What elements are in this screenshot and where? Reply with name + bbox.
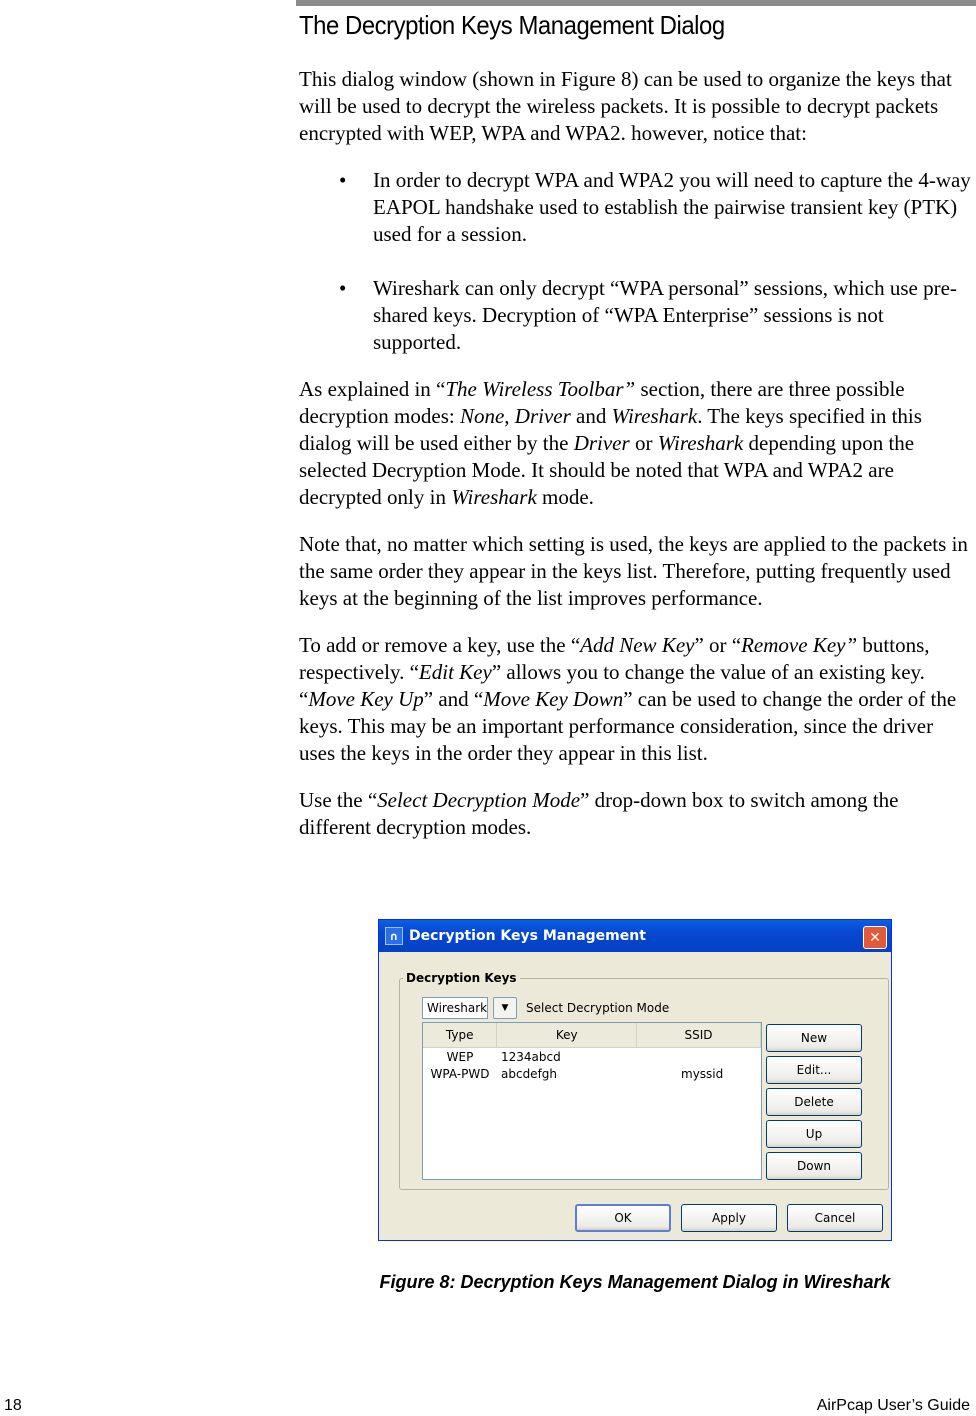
wireshark-fin-icon: ∩ <box>385 927 403 945</box>
edit-key-button[interactable]: Edit... <box>766 1056 862 1084</box>
mode-paragraph: Use the “Select Decryption Mode” drop-down box to switch among the different decryption modes. <box>299 788 899 839</box>
close-icon[interactable]: ✕ <box>863 926 887 949</box>
decryption-keys-dialog <box>378 919 892 1241</box>
header-rule <box>296 0 976 6</box>
modes-paragraph: As explained in “The Wireless Toolbar” section, there are three possible decryption modes: None, Driver and Wireshark. The keys specified in this dialog will be used either by the Driver or Wireshark depending upon the selected Decryption Mode. It should be noted that WPA and WPA2 are decrypted only in Wireshark mode. <box>299 377 922 509</box>
column-header-ssid[interactable]: SSID <box>637 1023 761 1047</box>
list-item: • Wireshark can only decrypt “WPA personal” sessions, which use pre-shared keys. Decryption of “WPA Enterprise” sessions is not supported. <box>339 276 957 354</box>
key-type: WEP <box>446 1049 474 1064</box>
column-header-type[interactable]: Type <box>423 1023 497 1047</box>
move-down-button[interactable]: Down <box>766 1152 862 1180</box>
notes-list <box>299 167 974 356</box>
intro-paragraph: This dialog window (shown in Figure 8) can be used to organize the keys that will be used to decrypt the wireless packets. It is possible to decrypt packets encrypted with WEP, WPA and WPA2. however, notice that: <box>299 67 952 145</box>
chevron-down-icon[interactable]: ▼ <box>493 997 517 1019</box>
column-header-key[interactable]: Key <box>497 1023 637 1047</box>
group-label: Decryption Keys <box>403 971 520 985</box>
table-row[interactable] <box>423 1065 761 1082</box>
delete-key-button[interactable]: Delete <box>766 1088 862 1116</box>
decryption-mode-label: Select Decryption Mode <box>526 1001 670 1015</box>
cancel-button[interactable]: Cancel <box>787 1204 883 1232</box>
order-paragraph: Note that, no matter which setting is used, the keys are applied to the packets in the same order they appear in the keys list. Therefore, putting frequently used keys at the beginning of the list improves performance. <box>299 532 968 610</box>
key-value: abcdefgh <box>501 1066 558 1081</box>
dialog-title: Decryption Keys Management <box>409 928 646 944</box>
bullet-icon: • <box>339 276 347 300</box>
body-text <box>299 66 974 861</box>
document-title: AirPcap User’s Guide <box>816 1397 970 1414</box>
new-key-button[interactable]: New <box>766 1024 862 1052</box>
keys-list[interactable] <box>422 1022 762 1180</box>
figure-caption: Figure 8: Decryption Keys Management Dialog in Wireshark <box>379 1272 891 1292</box>
page-number: 18 <box>4 1397 22 1414</box>
decryption-mode-select[interactable]: Wireshark <box>422 997 488 1019</box>
bullet-icon: • <box>339 168 347 192</box>
ok-button[interactable]: OK <box>575 1204 671 1232</box>
apply-button[interactable]: Apply <box>681 1204 777 1232</box>
table-row[interactable] <box>423 1048 761 1065</box>
key-type: WPA-PWD <box>430 1066 490 1081</box>
list-item: • In order to decrypt WPA and WPA2 you will need to capture the 4-way EAPOL handshake used to establish the pairwise transient key (PTK) used for a session. <box>339 168 971 246</box>
buttons-paragraph: To add or remove a key, use the “Add New Key” or “Remove Key” buttons, respectively. “Edit Key” allows you to change the value of an existing key. “Move Key Up” and “Move Key Down” can be used to change the order of the keys. This may be an important performance consideration, since the driver uses the keys in the order they appear in this list. <box>299 633 957 765</box>
key-value: 1234abcd <box>501 1049 561 1064</box>
keys-list-header <box>423 1023 761 1048</box>
dialog-titlebar[interactable] <box>379 920 891 952</box>
key-ssid: myssid <box>681 1066 724 1081</box>
move-up-button[interactable]: Up <box>766 1120 862 1148</box>
section-title: The Decryption Keys Management Dialog <box>299 10 725 40</box>
